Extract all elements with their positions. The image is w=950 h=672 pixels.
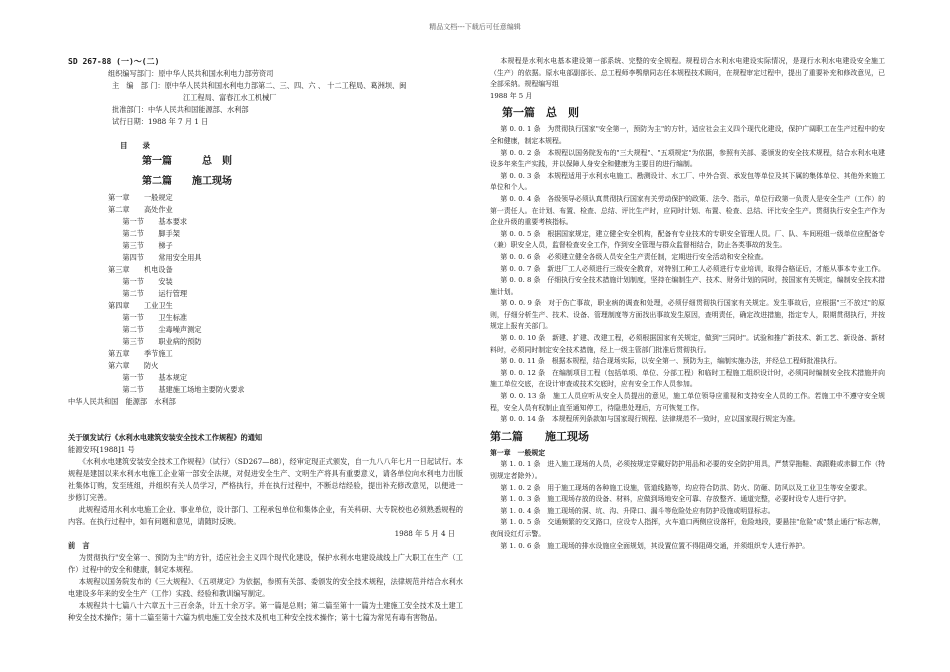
part-2-title: 第二篇 施工现场: [490, 429, 589, 443]
right-column: [490, 56, 885, 552]
notice-paragraph: 此规程适用水利水电施工企业、事业单位，设计部门、工程承包单位和集体企业，有关科研、大专院校也必须熟悉规程的内容。在执行过程中，如有问题和意见，请随时反映。: [68, 505, 463, 526]
org-line: 试行日期：1988 年 7 月 1 日: [112, 117, 209, 126]
page-header: 精品文档---下载后可任意编辑: [429, 23, 521, 31]
org-line: 批准部门：中华人民共和国能源部、水利部: [112, 105, 249, 114]
toc-footer: 中华人民共和国 能源部 水利部: [68, 397, 176, 406]
toc-item: 第一节 基本规定: [108, 373, 188, 382]
article: 第 1. 0. 1 条 进入施工现场的人员，必须按规定穿戴好防护用品和必要的安全防护用具，严禁穿拖鞋、高跟鞋或赤脚工作（特别规定者除外）。: [490, 460, 885, 480]
toc-item: 第二节 运行管理: [108, 289, 188, 298]
article: 第 0. 0. 3 条 本规程适用于水利水电施工、勘测设计、水工厂、中外合资、承发包等单位及其下属的集体单位、其他外来施工单位和个人。: [490, 171, 885, 192]
article: 第 0. 0. 6 条 必须建立健全各级人员安全生产责任制，定期进行安全活动和安全检查。: [500, 252, 768, 261]
toc-item: 第六章 防火: [108, 361, 159, 370]
toc-item: 第二节 尘毒噪声测定: [108, 325, 202, 334]
toc-item: 第四节 常用安全用具: [108, 253, 202, 262]
chapter-1-title: 第一章 一般规定: [490, 448, 546, 457]
toc-item: 第三章 机电设备: [108, 265, 173, 274]
article: 第 0. 0. 13 条 施工人员应听从安全人员提出的意见，施工单位领导应重视和支持安全人员的工作。若施工中不遵守安全规程，安全人员有权制止直至通知停工，待隐患处理后，方可恢复工作。: [490, 392, 885, 412]
article: 第 0. 0. 14 条 本规程所列条款如与国家现行规程、法律规范不一致时，应以国家现行规定为准。: [500, 415, 800, 424]
toc-item: 第四章 工业卫生: [108, 301, 173, 310]
article: 第 0. 0. 9 条 对于伤亡事故，职业病的调查和处理，必须仔细贯彻执行国家有关规定。发生事故后，应根据"三不放过"的原则，仔细分析生产、技术、设备、管理制度等方面找出事故发生原因，查明责任，确定改进措施，指定专人，限期贯彻执行，并按规定上报有关部门。: [490, 299, 885, 331]
part-1-title: 第一篇 总 则: [502, 106, 579, 120]
article: 第 1. 0. 6 条 施工现场的排水设施应全面规划，其设置位置不得阻碍交通，并须组织专人进行养护。: [500, 541, 810, 550]
toc-item: 第二节 脚手架: [108, 229, 180, 238]
toc-part-2: 第二篇 施工现场: [142, 176, 232, 187]
org-line: 主 编 部 门：原中华人民共和国水利电力部第二、三、四、六 、 十二工程局、葛洲坝、闽: [112, 81, 407, 90]
article: 第 0. 0. 2 条 本规程以国务院发布的"三大规程"、"五项规定"为依据，参照有关部、委颁发的安全技术规程，结合水利水电建设多年来生产实践，并以保障人身安全和健康为主要目的进行编制。: [490, 148, 885, 169]
intro-paragraph: 本规程是水利水电基本建设第一部系统、完整的安全规程。规程切合水利水电建设实际情况，是现行水利水电建设安全施工（生产）的依据。原水电部副部长、总工程师李鹗鼎同志任本规程技术顾问，在规程审定过程中，提出了重要补充和修改意见，已全部采纳。规程编写组: [490, 57, 885, 89]
article: 第 0. 0. 11 条 根据本规程，结合现场实际，以安全第一、预防为主，编制实施办法，并经总工程师批准执行。: [500, 357, 842, 366]
toc-item: 第二章 高处作业: [108, 205, 173, 214]
toc-title: 目 录: [120, 141, 150, 150]
toc-item: 第五章 季节施工: [108, 349, 173, 358]
notice-date: 1988 年 5 月 4 日: [394, 529, 455, 538]
toc-part-1: 第一篇 总 则: [142, 156, 232, 167]
article: 第 0. 0. 10 条 新建、扩建、改建工程，必须根据国家有关规定，做到"三同时"。试验和推广新技术、新工艺、新设备、新材料时，必须同时制定安全技术措施，经上一级主管部门批准后贯彻执行。: [490, 334, 885, 354]
toc-item: 第一节 安装: [108, 277, 173, 286]
org-line: 江工程局、富春江水工机械厂: [183, 93, 277, 102]
notice-paragraph: 《水利水电建筑安装安全技术工作规程》（试行）（SD267—88），经审定现正式颁发，自一九八八年七月一日起试行。本规程是建国以来水利水电施工企业第一部安全法规，对促进安全生产、文明生产将具有重要意义，请各单位向水利电力出版社集体订购，发至班组，并组织有关人员学习，严格执行，并在执行过程中，不断总结经验，提出补充修改意见，以便进一步修订完善。: [68, 457, 463, 502]
standard-code: SD 267-88 (一)～(二): [68, 57, 160, 66]
preface-title: 前 言: [68, 541, 90, 550]
article: 第 0. 0. 12 条 在编制项目工程（包括单项、单位、分部工程）和临时工程施工组织设计时，必须同时编制安全技术措施并向施工单位交底，在设计审查或技术交底时，应有安全工作人员参加。: [490, 368, 885, 389]
article: 第 1. 0. 4 条 施工现场的洞、坑、沟、升降口、漏斗等危险处应有防护设施或明显标志。: [500, 506, 775, 515]
preface-paragraph: 本规程共十七篇八十六章五十三百余条，计五十余万字。第一篇是总则；第二篇至第十一篇为土建施工安全技术及土建工种安全技术操作；第十二篇至第十六篇为机电施工安全技术及机电工种安全技术操作；第十七篇为常见有毒有害物品。: [68, 601, 463, 622]
intro-date: 1988 年 5 月: [490, 91, 533, 100]
article: 第 1. 0. 5 条 交通频繁的交叉路口，应设专人指挥，火车道口两侧应设落杆，危险地段，要悬挂"危险"或"禁止通行"标志牌，夜间设红灯示警。: [490, 518, 885, 538]
toc-item: 第二节 基建施工场地主要防火要求: [108, 385, 245, 394]
notice-number: 能源安环[1988]1 号: [68, 445, 135, 454]
toc-item: 第一节 基本要求: [108, 217, 188, 226]
toc-item: 第三节 梯子: [108, 241, 173, 250]
left-column: [68, 56, 463, 624]
notice-title: 关于颁发试行《水利水电建筑安装安全技术工作规程》的通知: [68, 433, 263, 442]
article: 第 0. 0. 4 条 各级领导必须认真贯彻执行国家有关劳动保护的政策、法令、指示，单位行政第一负责人是安全生产（工作）的第一责任人。在计划、布置、检查、总结、评比生产时，应同时计划、布置、检查、总结、评比安全生产。贯彻执行安全生产作为企业升级的重要考核指标。: [490, 194, 885, 227]
article: 第 0. 0. 1 条 为贯彻执行国家"安全第一，预防为主"的方针，适应社会主义四个现代化建设，保护广阔职工在生产过程中的安全和健康，制定本规程。: [490, 125, 885, 145]
article: 第 0. 0. 7 条 新进厂工人必须进行三级安全教育，对特别工种工人必须进行专业培训，取得合格证后，才能从事本专业工作。: [500, 264, 885, 273]
toc-item: 第一节 卫生标准: [108, 313, 188, 322]
article: 第 1. 0. 3 条 施工现场存放的设备、材料，应做到场地安全可靠、存放整齐、通道完整，必要时设专人进行守护。: [500, 495, 851, 504]
article: 第 0. 0. 5 条 根据国家规定，建立健全安全机构，配备有专业技术的专职安全管理人员。厂、队、车间班组一级单位应配备专（兼）职安全人员，监督检查安全工作，作到安全管理与群众监督相结合，防止各类事故的发生。: [490, 229, 885, 250]
preface-paragraph: 本规程以国务院发布的《三大规程》、《五项规定》为依据，参照有关部、委颁发的安全技术规程，法律规范并结合水利水电建设多年来的安全生产（工作）实践、经验和教训编写制定。: [68, 577, 463, 598]
article: 第 1. 0. 2 条 用于施工现场的各种施工设施，管道线路等，均应符合防洪、防火、防砸、防风以及工业卫生等安全要求。: [500, 483, 872, 492]
toc-item: 第一章 一般规定: [108, 193, 173, 202]
org-line: 组织编写部门：原中华人民共和国水利电力部劳资司: [108, 69, 274, 78]
preface-paragraph: 为贯彻执行"安全第一、预防为主"的方针，适应社会主义四个现代化建设，保护水利水电建设战线上广大职工在生产（工作）过程中的安全和健康，制定本规程。: [68, 553, 463, 574]
toc-list: [68, 192, 463, 396]
article: 第 0. 0. 8 条 仔细执行安全技术措施计划制度，坚持在编制生产、技术、财务计划的同时，按国家有关规定，编制安全技术措施计划。: [490, 276, 885, 296]
toc-item: 第三节 职业病的预防: [108, 337, 202, 346]
